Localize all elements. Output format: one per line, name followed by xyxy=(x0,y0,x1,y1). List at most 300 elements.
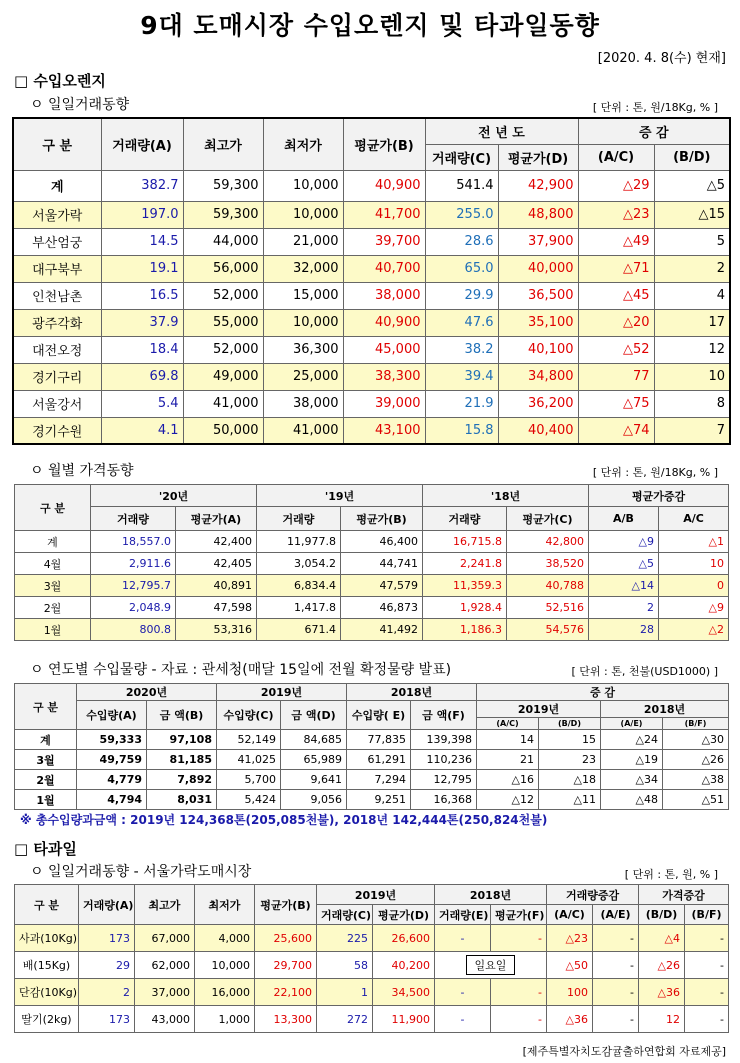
volume: 37.9 xyxy=(101,309,183,336)
avg-2018: 54,576 xyxy=(507,619,589,641)
no-data-label: 일요일 xyxy=(466,955,516,975)
table-row xyxy=(13,309,730,336)
volume: 14.5 xyxy=(101,228,183,255)
avg-price: 13,300 xyxy=(255,1006,317,1033)
change-bf: △26 xyxy=(663,750,729,770)
change-bd: △18 xyxy=(539,770,601,790)
min-price: 38,000 xyxy=(263,390,343,417)
change-bf: - xyxy=(685,925,729,952)
table-row xyxy=(13,228,730,255)
header-max: 최고가 xyxy=(135,885,195,925)
change-bf: - xyxy=(685,1006,729,1033)
change-bf: - xyxy=(685,952,729,979)
vol-2019: 225 xyxy=(317,925,373,952)
month-name: 3월 xyxy=(15,575,91,597)
market-name: 광주각화 xyxy=(13,309,101,336)
avg-2018: 38,520 xyxy=(507,553,589,575)
min-price: 10,000 xyxy=(263,170,343,201)
change-ac: 77 xyxy=(578,363,654,390)
header-2018: 2018년 xyxy=(435,885,547,905)
amount-2020: 81,185 xyxy=(147,750,217,770)
vol-2018: - xyxy=(435,979,491,1006)
vol-2019: 1,417.8 xyxy=(257,597,341,619)
subtitle-yearly: ㅇ 연도별 수입물량 - 자료 : 관세청(매달 15일에 전월 확정물량 발표) xyxy=(30,662,452,678)
change-ac: △16 xyxy=(477,770,539,790)
min-price: 16,000 xyxy=(195,979,255,1006)
import-2019: 5,424 xyxy=(217,790,281,810)
avg-2020: 47,598 xyxy=(176,597,257,619)
min-price: 41,000 xyxy=(263,417,343,444)
report-date: [2020. 4. 8(수) 현재] xyxy=(597,51,726,66)
change-bf: △51 xyxy=(663,790,729,810)
month-name: 4월 xyxy=(15,553,91,575)
avg-price: 25,600 xyxy=(255,925,317,952)
table-row xyxy=(15,619,729,641)
header-f: 평균가(F) xyxy=(491,905,547,925)
vol-2019: 58 xyxy=(317,952,373,979)
change-ac: △49 xyxy=(578,228,654,255)
header-ac: A/C xyxy=(659,507,729,531)
change-ae: - xyxy=(593,979,639,1006)
table-row xyxy=(15,750,729,770)
change-bf: △38 xyxy=(663,770,729,790)
avg-2019: 47,579 xyxy=(341,575,423,597)
amount-2019: 9,056 xyxy=(281,790,347,810)
month-name: 1월 xyxy=(15,790,77,810)
header-prev-avg: 평균가(D) xyxy=(498,144,578,170)
max-price: 56,000 xyxy=(183,255,263,282)
vol-2019: 6,834.4 xyxy=(257,575,341,597)
avg-2018: - xyxy=(491,1006,547,1033)
prev-avg-price: 36,500 xyxy=(498,282,578,309)
max-price: 50,000 xyxy=(183,417,263,444)
volume: 4.1 xyxy=(101,417,183,444)
max-price: 43,000 xyxy=(135,1006,195,1033)
market-name: 대전오정 xyxy=(13,336,101,363)
import-2020: 59,333 xyxy=(77,730,147,750)
table-row xyxy=(15,770,729,790)
change-bd: △36 xyxy=(639,979,685,1006)
table-row xyxy=(13,201,730,228)
change-ae: △24 xyxy=(601,730,663,750)
market-name: 경기구리 xyxy=(13,363,101,390)
change-ac: △36 xyxy=(547,1006,593,1033)
change-ac: △71 xyxy=(578,255,654,282)
header-bd: (B/D) xyxy=(639,905,685,925)
prev-volume: 29.9 xyxy=(425,282,498,309)
table-row xyxy=(15,1006,729,1033)
section-other-fruit: □ 타과일 xyxy=(14,840,77,858)
vol-2020: 12,795.7 xyxy=(91,575,176,597)
change-ab: △9 xyxy=(589,531,659,553)
avg-price: 40,900 xyxy=(343,170,425,201)
amount-2018: 110,236 xyxy=(411,750,477,770)
vol-2020: 18,557.0 xyxy=(91,531,176,553)
import-2020: 49,759 xyxy=(77,750,147,770)
prev-volume: 21.9 xyxy=(425,390,498,417)
max-price: 62,000 xyxy=(135,952,195,979)
table-row xyxy=(13,282,730,309)
header-avg-a: 평균가(A) xyxy=(176,507,257,531)
avg-2020: 42,405 xyxy=(176,553,257,575)
prev-avg-price: 40,000 xyxy=(498,255,578,282)
change-bd: 2 xyxy=(654,255,730,282)
max-price: 67,000 xyxy=(135,925,195,952)
min-price: 10,000 xyxy=(195,952,255,979)
max-price: 55,000 xyxy=(183,309,263,336)
avg-2018: 52,516 xyxy=(507,597,589,619)
change-ac: △50 xyxy=(547,952,593,979)
change-ac: △12 xyxy=(477,790,539,810)
table-row xyxy=(13,255,730,282)
avg-price: 29,700 xyxy=(255,952,317,979)
no-data-cell xyxy=(435,952,547,979)
import-2020: 4,794 xyxy=(77,790,147,810)
vol-2018: 16,715.8 xyxy=(423,531,507,553)
max-price: 52,000 xyxy=(183,282,263,309)
other-fruit-table xyxy=(14,884,729,1033)
change-ac: △23 xyxy=(547,925,593,952)
avg-2019: 44,741 xyxy=(341,553,423,575)
vol-2019: 11,977.8 xyxy=(257,531,341,553)
header-price-change: 가격증감 xyxy=(639,885,729,905)
max-price: 52,000 xyxy=(183,336,263,363)
prev-volume: 28.6 xyxy=(425,228,498,255)
import-2018: 7,294 xyxy=(347,770,411,790)
table-row xyxy=(13,417,730,444)
header-ab: A/B xyxy=(589,507,659,531)
header-c: 수입량(C) xyxy=(217,701,281,730)
table-row xyxy=(15,553,729,575)
vol-2020: 800.8 xyxy=(91,619,176,641)
header-prev-year: 전 년 도 xyxy=(425,118,578,144)
change-bf: △30 xyxy=(663,730,729,750)
vol-2018: 1,928.4 xyxy=(423,597,507,619)
table-row xyxy=(15,531,729,553)
avg-2018: 42,800 xyxy=(507,531,589,553)
max-price: 44,000 xyxy=(183,228,263,255)
prev-volume: 255.0 xyxy=(425,201,498,228)
min-price: 1,000 xyxy=(195,1006,255,1033)
change-ae: △34 xyxy=(601,770,663,790)
change-bd: 4 xyxy=(654,282,730,309)
header-vol: 거래량(A) xyxy=(79,885,135,925)
max-price: 59,300 xyxy=(183,201,263,228)
avg-2018: 40,788 xyxy=(507,575,589,597)
change-bd: 15 xyxy=(539,730,601,750)
volume: 5.4 xyxy=(101,390,183,417)
import-2018: 9,251 xyxy=(347,790,411,810)
change-bd: 5 xyxy=(654,228,730,255)
max-price: 59,300 xyxy=(183,170,263,201)
header-bd: (B/D) xyxy=(539,718,601,730)
change-ac: △2 xyxy=(659,619,729,641)
min-price: 21,000 xyxy=(263,228,343,255)
header-change: 증 감 xyxy=(578,118,730,144)
volume: 173 xyxy=(79,1006,135,1033)
amount-2019: 65,989 xyxy=(281,750,347,770)
avg-2019: 41,492 xyxy=(341,619,423,641)
table-row xyxy=(15,730,729,750)
change-ac: 0 xyxy=(659,575,729,597)
header-2020: '20년 xyxy=(91,485,257,507)
market-name: 계 xyxy=(13,170,101,201)
prev-avg-price: 40,400 xyxy=(498,417,578,444)
avg-price: 40,700 xyxy=(343,255,425,282)
header-change: 증 감 xyxy=(477,684,729,701)
header-2018: 2018년 xyxy=(347,684,477,701)
market-name: 서울가락 xyxy=(13,201,101,228)
table-row xyxy=(15,790,729,810)
change-ae: △19 xyxy=(601,750,663,770)
month-name: 2월 xyxy=(15,597,91,619)
change-ac: △52 xyxy=(578,336,654,363)
change-bd: 8 xyxy=(654,390,730,417)
orange-monthly-table xyxy=(14,484,729,641)
avg-price: 45,000 xyxy=(343,336,425,363)
vol-2019: 3,054.2 xyxy=(257,553,341,575)
amount-2018: 139,398 xyxy=(411,730,477,750)
header-d: 금 액(D) xyxy=(281,701,347,730)
max-price: 49,000 xyxy=(183,363,263,390)
vol-2020: 2,911.6 xyxy=(91,553,176,575)
header-avg-b: 평균가(B) xyxy=(341,507,423,531)
change-bd: △4 xyxy=(639,925,685,952)
change-bd: 23 xyxy=(539,750,601,770)
import-2019: 41,025 xyxy=(217,750,281,770)
avg-2019: 26,600 xyxy=(373,925,435,952)
header-ac: (A/C) xyxy=(547,905,593,925)
change-ac: △20 xyxy=(578,309,654,336)
change-ac: 100 xyxy=(547,979,593,1006)
fruit-name: 배(15Kg) xyxy=(15,952,79,979)
min-price: 15,000 xyxy=(263,282,343,309)
volume: 16.5 xyxy=(101,282,183,309)
header-ae: (A/E) xyxy=(601,718,663,730)
change-bd: 17 xyxy=(654,309,730,336)
header-gubun: 구 분 xyxy=(15,485,91,531)
subtitle-monthly: ㅇ 월별 가격동향 xyxy=(30,463,134,479)
orange-daily-table xyxy=(12,117,731,445)
header-min: 최저가 xyxy=(195,885,255,925)
subtitle-other-daily: ㅇ 일일거래동향 - 서울가락도매시장 xyxy=(30,864,252,880)
table-row xyxy=(15,925,729,952)
prev-avg-price: 40,100 xyxy=(498,336,578,363)
amount-2019: 9,641 xyxy=(281,770,347,790)
change-ac: △75 xyxy=(578,390,654,417)
prev-volume: 47.6 xyxy=(425,309,498,336)
vol-2019: 272 xyxy=(317,1006,373,1033)
prev-avg-price: 42,900 xyxy=(498,170,578,201)
change-ac: △1 xyxy=(659,531,729,553)
header-avg: 평균가(B) xyxy=(343,118,425,170)
market-name: 부산엄궁 xyxy=(13,228,101,255)
header-b: 금 액(B) xyxy=(147,701,217,730)
source-credit: [제주특별자치도감귤출하연합회 자료제공] xyxy=(522,1045,726,1058)
avg-2018: - xyxy=(491,925,547,952)
avg-price: 40,900 xyxy=(343,309,425,336)
header-gubun: 구 분 xyxy=(13,118,101,170)
header-min: 최저가 xyxy=(263,118,343,170)
change-ac: △9 xyxy=(659,597,729,619)
market-name: 대구북부 xyxy=(13,255,101,282)
vol-2019: 1 xyxy=(317,979,373,1006)
fruit-name: 단감(10Kg) xyxy=(15,979,79,1006)
prev-avg-price: 36,200 xyxy=(498,390,578,417)
change-ac: 10 xyxy=(659,553,729,575)
header-gubun: 구 분 xyxy=(15,885,79,925)
amount-2018: 12,795 xyxy=(411,770,477,790)
unit-monthly: [ 단위 : 톤, 원/18Kg, % ] xyxy=(592,466,718,479)
vol-2018: - xyxy=(435,1006,491,1033)
table-row xyxy=(15,597,729,619)
prev-volume: 39.4 xyxy=(425,363,498,390)
header-d: 평균가(D) xyxy=(373,905,435,925)
market-name: 인천남촌 xyxy=(13,282,101,309)
avg-2018: - xyxy=(491,979,547,1006)
import-2019: 52,149 xyxy=(217,730,281,750)
change-ae: - xyxy=(593,1006,639,1033)
avg-price: 22,100 xyxy=(255,979,317,1006)
table-row xyxy=(15,575,729,597)
header-ac: (A/C) xyxy=(578,144,654,170)
header-avg-c: 평균가(C) xyxy=(507,507,589,531)
fruit-name: 사과(10Kg) xyxy=(15,925,79,952)
prev-avg-price: 48,800 xyxy=(498,201,578,228)
change-ab: 2 xyxy=(589,597,659,619)
header-c: 거래량(C) xyxy=(317,905,373,925)
header-2018: '18년 xyxy=(423,485,589,507)
avg-2020: 40,891 xyxy=(176,575,257,597)
import-2020: 4,779 xyxy=(77,770,147,790)
vol-2019: 671.4 xyxy=(257,619,341,641)
header-vol-change: 거래량증감 xyxy=(547,885,639,905)
min-price: 25,000 xyxy=(263,363,343,390)
vol-2018: 11,359.3 xyxy=(423,575,507,597)
avg-price: 38,000 xyxy=(343,282,425,309)
month-name: 계 xyxy=(15,531,91,553)
month-name: 3월 xyxy=(15,750,77,770)
change-bd: 7 xyxy=(654,417,730,444)
avg-price: 39,700 xyxy=(343,228,425,255)
amount-2020: 8,031 xyxy=(147,790,217,810)
header-avg: 평균가(B) xyxy=(255,885,317,925)
change-ae: - xyxy=(593,925,639,952)
month-name: 1월 xyxy=(15,619,91,641)
header-e: 거래량(E) xyxy=(435,905,491,925)
change-bf: - xyxy=(685,979,729,1006)
volume: 19.1 xyxy=(101,255,183,282)
month-name: 계 xyxy=(15,730,77,750)
header-chg-2018: 2018년 xyxy=(601,701,729,718)
volume: 2 xyxy=(79,979,135,1006)
prev-avg-price: 34,800 xyxy=(498,363,578,390)
page-title: 9대 도매시장 수입오렌지 및 타과일동향 xyxy=(140,11,600,40)
prev-volume: 541.4 xyxy=(425,170,498,201)
header-bf: (B/F) xyxy=(685,905,729,925)
avg-price: 41,700 xyxy=(343,201,425,228)
amount-2019: 84,685 xyxy=(281,730,347,750)
header-prev-vol: 거래량(C) xyxy=(425,144,498,170)
total-import-note: ※ 총수입량과금액 : 2019년 124,368톤(205,085천불), 2018년 142,444톤(250,824천불) xyxy=(20,813,548,827)
change-ac: △23 xyxy=(578,201,654,228)
volume: 173 xyxy=(79,925,135,952)
header-2020: 2020년 xyxy=(77,684,217,701)
amount-2020: 7,892 xyxy=(147,770,217,790)
unit-other-daily: [ 단위 : 톤, 원, % ] xyxy=(624,868,718,881)
change-ac: 21 xyxy=(477,750,539,770)
change-bd: △26 xyxy=(639,952,685,979)
month-name: 2월 xyxy=(15,770,77,790)
prev-avg-price: 37,900 xyxy=(498,228,578,255)
import-2018: 77,835 xyxy=(347,730,411,750)
table-row xyxy=(15,952,729,979)
section-orange: □ 수입오렌지 xyxy=(14,72,106,90)
change-ac: △74 xyxy=(578,417,654,444)
unit-daily: [ 단위 : 톤, 원/18Kg, % ] xyxy=(592,101,718,114)
orange-yearly-table xyxy=(14,683,729,810)
prev-volume: 15.8 xyxy=(425,417,498,444)
avg-price: 38,300 xyxy=(343,363,425,390)
change-ac: △29 xyxy=(578,170,654,201)
volume: 69.8 xyxy=(101,363,183,390)
header-f: 금 액(F) xyxy=(411,701,477,730)
header-bd: (B/D) xyxy=(654,144,730,170)
vol-2018: - xyxy=(435,925,491,952)
vol-2018: 2,241.8 xyxy=(423,553,507,575)
min-price: 10,000 xyxy=(263,201,343,228)
avg-price: 39,000 xyxy=(343,390,425,417)
fruit-name: 딸기(2kg) xyxy=(15,1006,79,1033)
header-a: 수입량(A) xyxy=(77,701,147,730)
header-ae: (A/E) xyxy=(593,905,639,925)
change-bd: 12 xyxy=(654,336,730,363)
header-chg-2019: 2019년 xyxy=(477,701,601,718)
change-ae: - xyxy=(593,952,639,979)
market-name: 서울강서 xyxy=(13,390,101,417)
table-row xyxy=(13,363,730,390)
max-price: 37,000 xyxy=(135,979,195,1006)
table-row xyxy=(13,170,730,201)
change-bd: △15 xyxy=(654,201,730,228)
change-ab: △14 xyxy=(589,575,659,597)
header-max: 최고가 xyxy=(183,118,263,170)
prev-volume: 38.2 xyxy=(425,336,498,363)
table-row xyxy=(13,390,730,417)
amount-2020: 97,108 xyxy=(147,730,217,750)
header-vol-20: 거래량 xyxy=(91,507,176,531)
change-ab: △5 xyxy=(589,553,659,575)
vol-2018: 1,186.3 xyxy=(423,619,507,641)
min-price: 4,000 xyxy=(195,925,255,952)
change-ac: 14 xyxy=(477,730,539,750)
header-bf: (B/F) xyxy=(663,718,729,730)
header-e: 수입량( E) xyxy=(347,701,411,730)
min-price: 10,000 xyxy=(263,309,343,336)
avg-2019: 46,873 xyxy=(341,597,423,619)
change-ac: △45 xyxy=(578,282,654,309)
header-vol-18: 거래량 xyxy=(423,507,507,531)
avg-2020: 42,400 xyxy=(176,531,257,553)
change-bd: △11 xyxy=(539,790,601,810)
prev-volume: 65.0 xyxy=(425,255,498,282)
change-ae: △48 xyxy=(601,790,663,810)
header-vol: 거래량(A) xyxy=(101,118,183,170)
vol-2020: 2,048.9 xyxy=(91,597,176,619)
change-bd: 12 xyxy=(639,1006,685,1033)
max-price: 41,000 xyxy=(183,390,263,417)
min-price: 32,000 xyxy=(263,255,343,282)
